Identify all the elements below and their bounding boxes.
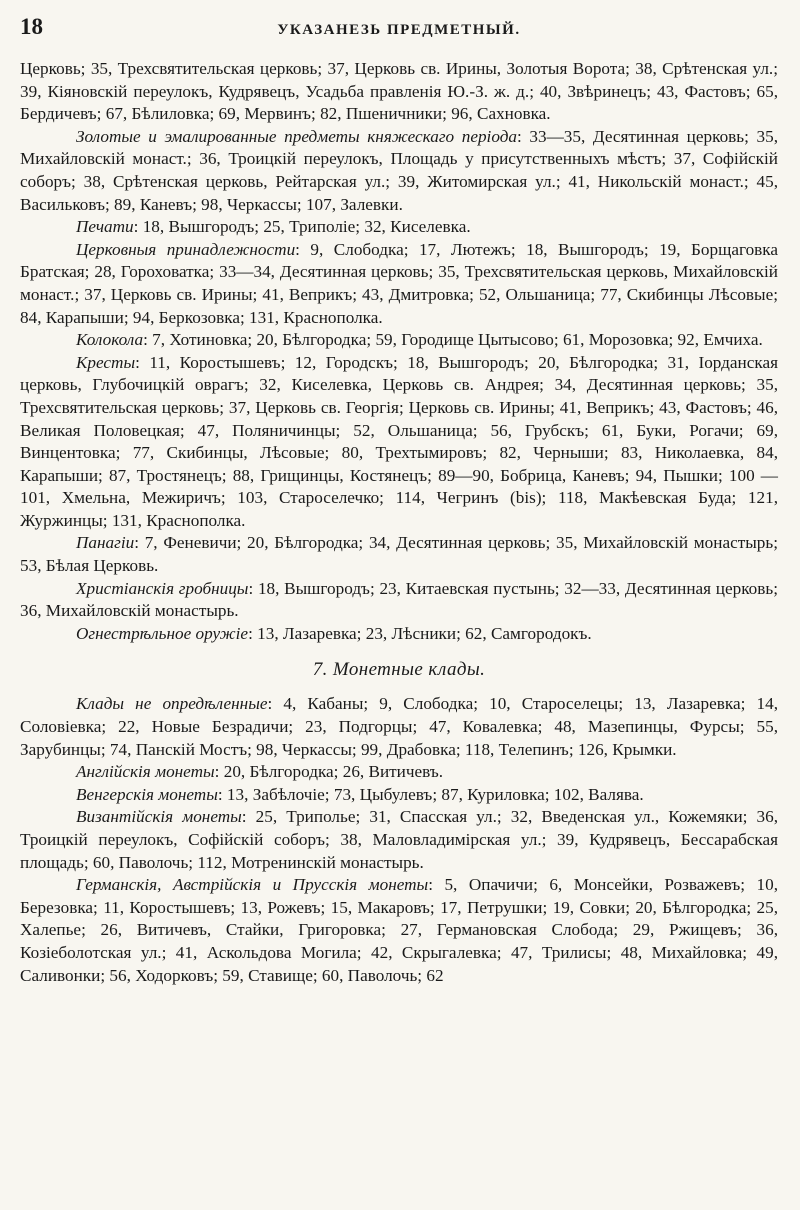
index-entry <box>20 761 778 784</box>
entry-heading: Золотые и эмалированные предметы княжескаго періода <box>76 126 517 146</box>
entry-text: : 4, Кабаны; 9, Слободка; 10, Староселецы; 13, Лазаревка; 14, Соловіевка; 22, Новые Безрадичи; 23, Подгорцы; 47, Ковалевка; 48, Мазепинцы, Фурсы; 55, Зарубинцы; 74, Панскій Мостъ; 98, Черкассы; 99, Драбовка; 118, Телепинъ; 126, Крымки. <box>20 694 778 759</box>
entry-heading: Печати <box>76 217 134 237</box>
entry-heading: Германскія, Австрійскія и Прусскія монеты <box>76 875 429 895</box>
index-entry <box>20 126 778 216</box>
running-head <box>20 0 778 58</box>
entry-heading: Кресты <box>76 352 136 372</box>
entry-text: : 11, Коростышевъ; 12, Городскъ; 18, Вышгородъ; 20, Бѣлгородка; 31, Іорданская церковь, Глубочицкій оврагъ; 32, Киселевка, Церковь св. Андрея; 34, Десятинная церковь; 35, Трехсвятительская церковь; 37, Церковь св. Георгія; Церковь св. Ирины; 41, Веприкъ; 43, Фастовъ; 46, Великая Половецкая; 47, Поляничинцы; 52, Ольшаница; 56, Грубскъ; 61, Буки, Рогачи; 69, Винцентовка; 77, Скибинцы, Лѣсовые; 80, Трехтымировъ; 82, Черныши; 83, Николаевка, 84, Карапыши; 87, Тростянецъ; 88, Грищинцы, Костянецъ; 89—90, Бобрица, Каневъ; 94, Пышки; 100 — 101, Хмельна, Межиричъ; 103, Староселечко; 114, Чегринъ (bis); 118, Макѣевская Буда; 121, Журжинцы; 131, Краснополка. <box>20 352 778 530</box>
index-entry <box>20 806 778 874</box>
index-entry <box>20 216 778 239</box>
entries-coin-hoards <box>20 693 778 987</box>
entry-text: : 20, Бѣлгородка; 26, Витичевъ. <box>214 762 444 782</box>
entry-heading: Церковныя принадлежности <box>76 239 296 259</box>
entry-text: : 13, Лазаревка; 23, Лѣсники; 62, Самгородокъ. <box>248 623 592 643</box>
page-number: 18 <box>20 14 43 39</box>
index-entry <box>20 352 778 533</box>
entry-heading: Огнестрѣльное оружіе <box>76 623 249 643</box>
index-entry <box>20 578 778 623</box>
index-entry <box>20 329 778 352</box>
index-entry <box>20 784 778 807</box>
entry-heading: Византійскія монеты <box>76 807 242 827</box>
running-title: УКАЗАНЕЗЬ ПРЕДМЕТНЫЙ. <box>277 22 521 38</box>
entry-text: : 5, Опачичи; 6, Монсейки, Розважевъ; 10, Березовка; 11, Коростышевъ; 13, Рожевъ; 15, Макаровъ; 17, Петрушки; 19, Совки; 20, Бѣлгородка; 25, Халепье; 26, Витичевъ, Стайки, Григоровка; 27, Германовская Слобода; 29, Ржищевъ; 36, Козіеболотская ул.; 41, Аскольдова Могила; 42, Скрыгалевка; 47, Трилисы; 48, Михайловка; 49, Саливонки; 56, Ходорковъ; 59, Ставище; 60, Паволочь; 62 <box>20 875 778 985</box>
index-entry <box>20 239 778 329</box>
entries-church-objects <box>20 126 778 646</box>
section-heading: 7. Монетные клады. <box>312 659 486 681</box>
entry-text: : 7, Хотиновка; 20, Бѣлгородка; 59, Городище Цытысово; 61, Морозовка; 92, Емчиха. <box>143 330 763 350</box>
entry-heading: Панагіи <box>76 533 135 553</box>
index-entry <box>20 693 778 761</box>
entry-heading: Венгерскія монеты <box>76 784 218 804</box>
entry-text: : 18, Вышгородъ; 25, Триполіе; 32, Киселевка. <box>133 217 471 237</box>
entry-heading: Англійскія монеты <box>76 762 215 782</box>
index-entry <box>20 874 778 987</box>
entry-heading: Колокола <box>76 330 144 350</box>
entry-heading: Клады не опредѣленные <box>76 694 268 714</box>
index-entry <box>20 532 778 577</box>
entry-text: : 9, Слободка; 17, Лютежъ; 18, Вышгородъ; 19, Борщаговка Братская; 28, Гороховатка; 33—34, Десятинная церковь; 35, Трехсвятительская церковь, Михайловскій монаст.; 37, Церковь св. Ирины; 41, Веприкъ; 43, Дмитровка; 52, Ольшаница; 77, Скибинцы Лѣсовые; 84, Карапыши; 94, Беркозовка; 131, Краснополка. <box>20 239 778 327</box>
continuation-paragraph: Церковь; 35, Трехсвятительская церковь; 37, Церковь св. Ирины, Золотыя Ворота; 38, Срѣтенская ул.; 39, Кіяновскій переулокъ, Кудрявецъ, Усадьба правленія Ю.-З. ж. д.; 40, Звѣринецъ; 43, Фастовъ; 65, Бердичевъ; 67, Бѣлиловка; 69, Мервинъ; 82, Пшеничники; 96, Сахновка. <box>20 59 778 124</box>
index-entry <box>20 623 778 646</box>
entry-text: : 25, Триполье; 31, Спасская ул.; 32, Введенская ул., Кожемяки; 36, Троицкій переулокъ, Софійскій соборъ; 38, Маловладимірская ул.; 39, Кудрявецъ, Бессарабская площадь; 60, Паволочь; 112, Мотренинскій монастырь. <box>20 807 778 872</box>
entry-text: : 33—35, Десятинная церковь; 35, Михайловскій монаст.; 36, Троицкій переулокъ, Площадь у присутственныхъ мѣстъ; 37, Софійскій соборъ; 38, Срѣтенская церковь, Рейтарская ул.; 39, Житомирская ул.; 41, Никольскій монаст.; 45, Васильковъ; 89, Каневъ; 98, Черкассы; 107, Залевки. <box>20 126 778 214</box>
entry-heading: Христіанскія гробницы <box>76 578 249 598</box>
entry-text: : 13, Забѣлочіе; 73, Цыбулевъ; 87, Куриловка; 102, Валява. <box>217 784 644 804</box>
entry-text: : 18, Вышгородъ; 23, Китаевская пустынь; 32—33, Десятинная церковь; 36, Михайловскій монастырь. <box>20 578 778 621</box>
entry-text: : 7, Феневичи; 20, Бѣлгородка; 34, Десятинная церковь; 35, Михайловскій монастырь; 53, Бѣлая Церковь. <box>20 533 778 576</box>
